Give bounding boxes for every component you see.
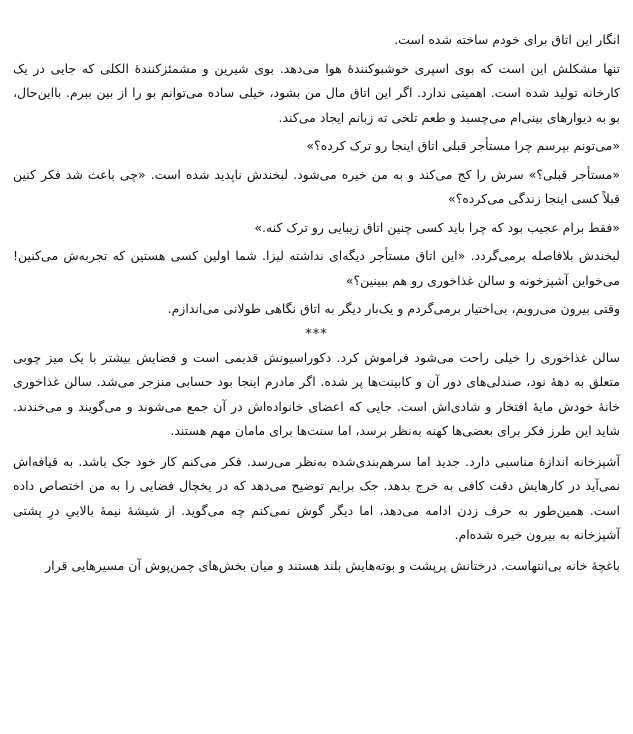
paragraph-look-back-at-room: وقتی بیرون می‌رویم، بی‌اختیار برمی‌گردم و یک‌بار دیگر به اتاق نگاهی طولانی می‌اندازم. (167, 301, 620, 316)
paragraph-room-made-for-me: انگار این اتاق برای خودم ساخته شده است. (394, 32, 620, 47)
paragraph-air-freshener-smell: تنها مشکلش این است که بوی اسپری خوشبوکنندهٔ هوا می‌دهد. بوی شیرین و مشمئزکنندهٔ الکلی که جایی در یک کارخانه تولید شده است. اهمیتی ندارد. اگر این اتاق مال من بشود، خیلی ساده می‌توانم بو را از بین ببرم. بااین‌حال، بو به دیوارهای بینی‌ام می‌چسبد و طعم تلخی ته زبانم ایجاد می‌کند. (13, 60, 620, 125)
paragraph-strange-to-leave: «فقط برام عجیب بود که چرا باید کسی چنین اتاق زیبایی رو ترک کنه.» (254, 219, 620, 235)
paragraph-kitchen: آشپزخانه اندازهٔ مناسبی دارد. جدید اما سرهم‌بندی‌شده به‌نظر می‌رسد. فکر می‌کنم کار خود جک باشد. به قیافه‌اش نمی‌آید در کارهایش دقت کافی به خرج بدهد. جک برایم توضیح می‌دهد که در یخچال فضایی را به من اختصاص داده است. همین‌طور به حرف زدن ادامه می‌دهد، اما دیگر گوش نمی‌کنم چه می‌گوید. از شیشهٔ نیمهٔ بالاییِ درِ پشتی آشپزخانه به بیرون خیره شده‌ام. (13, 453, 620, 542)
paragraph-smile-returns: لبخندش بلافاصله برمی‌گردد. «این اتاق مستأجر دیگه‌ای نداشته لیزا. شما اولین کسی هستین که تجربه‌ش می‌کنین! می‌خواین آشپزخونه و سالن غذاخوری رو هم ببینین؟» (13, 248, 620, 288)
paragraph-previous-tenant-reply: «مستأجر قبلی؟» سرش را کج می‌کند و به من خیره می‌شود. لبخندش ناپدید شده است. «چی باعث شد فکر کنین قبلاً کسی اینجا زندگی می‌کرده؟» (13, 166, 620, 206)
paragraph-dining-room: سالن غذاخوری را خیلی راحت می‌شود فراموش کرد. دکوراسیونش قدیمی است و فضایش بیشتر با یک میز چوبی متعلق به دههٔ نود، صندلی‌های دور آن و کابینت‌ها پر شده. اگر مادرم اینجا بود حسابی منزجر می‌شد. سالن غذاخوری خانهٔ خودش مایهٔ افتخار و شادی‌اش است. جایی که اعضای خانواده‌اش در آن جمع می‌شوند و می‌گویند و می‌خندند. شاید این طرز فکر برای بعضی‌ها کهنه به‌نظر برسد، اما سنت‌ها برای مامان مهم هستند. (13, 349, 620, 438)
section-separator: *** (305, 326, 328, 342)
paragraph-garden: باغچهٔ خانه بی‌انتهاست. درختانش پرپشت و بوته‌هایش بلند هستند و میان بخش‌های چمن‌پوش آن مسیرهایی قرار (45, 557, 620, 573)
paragraph-question-previous-tenant: «می‌تونم بپرسم چرا مستأجر قبلی اتاق اینجا رو ترک کرده؟» (306, 138, 620, 153)
